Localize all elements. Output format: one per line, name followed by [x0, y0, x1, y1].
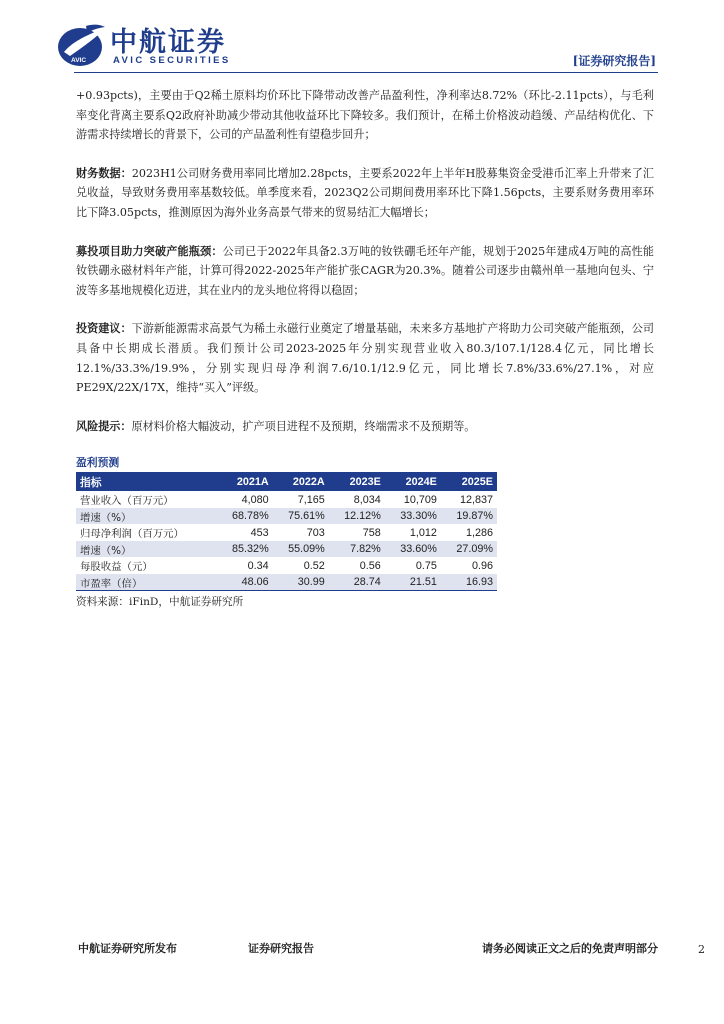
paragraph-text: 公司已于2022年具备2.3万吨的钕铁硼毛坯年产能，规划于2025年建成4万吨的高性能钕铁硼永磁材料年产能，计算可得2022-2025年产能扩张CAGR为20.3%。随着公司逐步由赣州单一基地向包头、宁波等多基地规模化迈进，其在业内的龙头地位将得以稳固；	[76, 244, 654, 297]
table-row	[76, 557, 497, 574]
table-cell: 1,286	[465, 526, 493, 539]
column-header: 2021A	[217, 473, 273, 491]
table-cell: 0.56	[359, 559, 381, 572]
footer-disclaimer: 请务必阅读正文之后的免责声明部分	[482, 942, 658, 955]
table-source-note: 资料来源：iFinD，中航证券研究所	[76, 596, 244, 609]
table-cell: 68.78%	[217, 508, 273, 525]
row-label: 归母净利润（百万元）	[80, 528, 184, 541]
table-cell: 1,012	[409, 526, 437, 539]
table-cell: 7,165	[297, 493, 325, 506]
column-header: 2023E	[329, 473, 385, 491]
table-cell: 16.93	[441, 574, 497, 591]
table-cell: 33.30%	[385, 508, 441, 525]
table-cell: 12,837	[459, 493, 493, 506]
paragraph-title: 财务数据：	[76, 166, 132, 180]
table-cell: 7.82%	[329, 541, 385, 558]
paragraph-text: 2023H1公司财务费用率同比增加2.28pcts，主要系2022年上半年H股募集资金受港币汇率上升带来了汇兑收益，导致财务费用率基数较低。单季度来看，2023Q2公司期间费用率环比下降1.56pcts，主要系财务费用率环比下降3.05pcts，推测原因为海外业务高景气带来的贸易结汇大幅增长；	[76, 166, 654, 219]
page-number: 2	[698, 943, 705, 956]
table-row	[76, 491, 497, 508]
table-cell: 48.06	[217, 574, 273, 591]
table-cell: 19.87%	[441, 508, 497, 525]
paragraph-capacity	[76, 242, 654, 301]
table-row	[76, 508, 497, 525]
table-cell: 453	[250, 526, 269, 539]
table-header-row	[76, 473, 497, 491]
paragraph-title: 投资建议：	[76, 322, 132, 336]
table-cell: 4,080	[241, 493, 269, 506]
paragraph-margin	[76, 86, 654, 145]
paragraph-title: 募投项目助力突破产能瓶颈：	[76, 244, 223, 258]
report-type-label: [证券研究报告]	[572, 54, 656, 68]
paragraph-title: 风险提示：	[76, 419, 132, 433]
paragraph-text: 原材料价格大幅波动，扩产项目进程不及预期，终端需求不及预期等。	[131, 419, 476, 433]
table-row	[76, 524, 497, 541]
table-cell: 55.09%	[273, 541, 329, 558]
table-cell: 0.96	[471, 559, 493, 572]
column-header: 2022A	[273, 473, 329, 491]
report-body	[76, 86, 654, 609]
table-cell: 703	[306, 526, 325, 539]
table-cell: 8,034	[353, 493, 381, 506]
company-logo-text: 中航证券	[110, 27, 226, 58]
forecast-table-title: 盈利预测	[76, 455, 497, 473]
column-header: 2025E	[441, 473, 497, 491]
row-label: 增速（%）	[76, 541, 217, 558]
table-cell: 28.74	[329, 574, 385, 591]
table-cell: 758	[362, 526, 381, 539]
table-cell: 0.52	[303, 559, 325, 572]
table-cell: 0.75	[415, 559, 437, 572]
paragraph-financial-data	[76, 164, 654, 223]
table-row	[76, 574, 497, 591]
row-label: 每股收益（元）	[80, 561, 153, 574]
logo-badge-text: AVIC	[71, 57, 87, 64]
column-header: 2024E	[385, 473, 441, 491]
table-cell: 85.32%	[217, 541, 273, 558]
table-cell: 12.12%	[329, 508, 385, 525]
table-cell: 21.51	[385, 574, 441, 591]
avic-logo-icon	[56, 22, 106, 68]
footer-publisher: 中航证券研究所发布	[78, 942, 177, 955]
forecast-table	[76, 473, 497, 591]
table-cell: 30.99	[273, 574, 329, 591]
company-logo-english: AVIC SECURITIES	[113, 55, 231, 66]
table-cell: 10,709	[403, 493, 437, 506]
row-label: 营业收入（百万元）	[80, 495, 174, 508]
row-label: 市盈率（倍）	[76, 574, 217, 591]
footer-report-type: 证券研究报告	[248, 942, 314, 955]
column-header: 指标	[76, 473, 217, 491]
table-cell: 75.61%	[273, 508, 329, 525]
header-divider	[74, 72, 658, 73]
paragraph-investment-advice	[76, 319, 654, 397]
table-row	[76, 541, 497, 558]
row-label: 增速（%）	[76, 508, 217, 525]
table-cell: 27.09%	[441, 541, 497, 558]
paragraph-text: 下游新能源需求高景气为稀土永磁行业奠定了增量基础，未来多方基地扩产将助力公司突破产能瓶颈，公司具备中长期成长潜质。我们预计公司2023-2025年分别实现营业收入80.3/107.1/128.4亿元，同比增长12.1%/33.3%/19.9%，分别实现归母净利润7.6/10.1/12.9亿元，同比增长7.8%/33.6%/27.1%，对应PE29X/22X/17X，维持“买入”评级。	[76, 322, 654, 395]
page-header	[0, 0, 724, 80]
table-cell: 33.60%	[385, 541, 441, 558]
paragraph-risk-warning	[76, 417, 654, 437]
paragraph-margin-text: +0.93pcts)，主要由于Q2稀土原料均价环比下降带动改善产品盈利性，净利率达8.72%（环比-2.11pcts），与毛利率变化背离主要系Q2政府补助减少带动其他收益环比下降较多。我们预计，在稀土价格波动趋缓、产品结构优化、下游需求持续增长的背景下，公司的产品盈利性有望稳步回升；	[76, 89, 654, 142]
table-cell: 0.34	[247, 559, 269, 572]
